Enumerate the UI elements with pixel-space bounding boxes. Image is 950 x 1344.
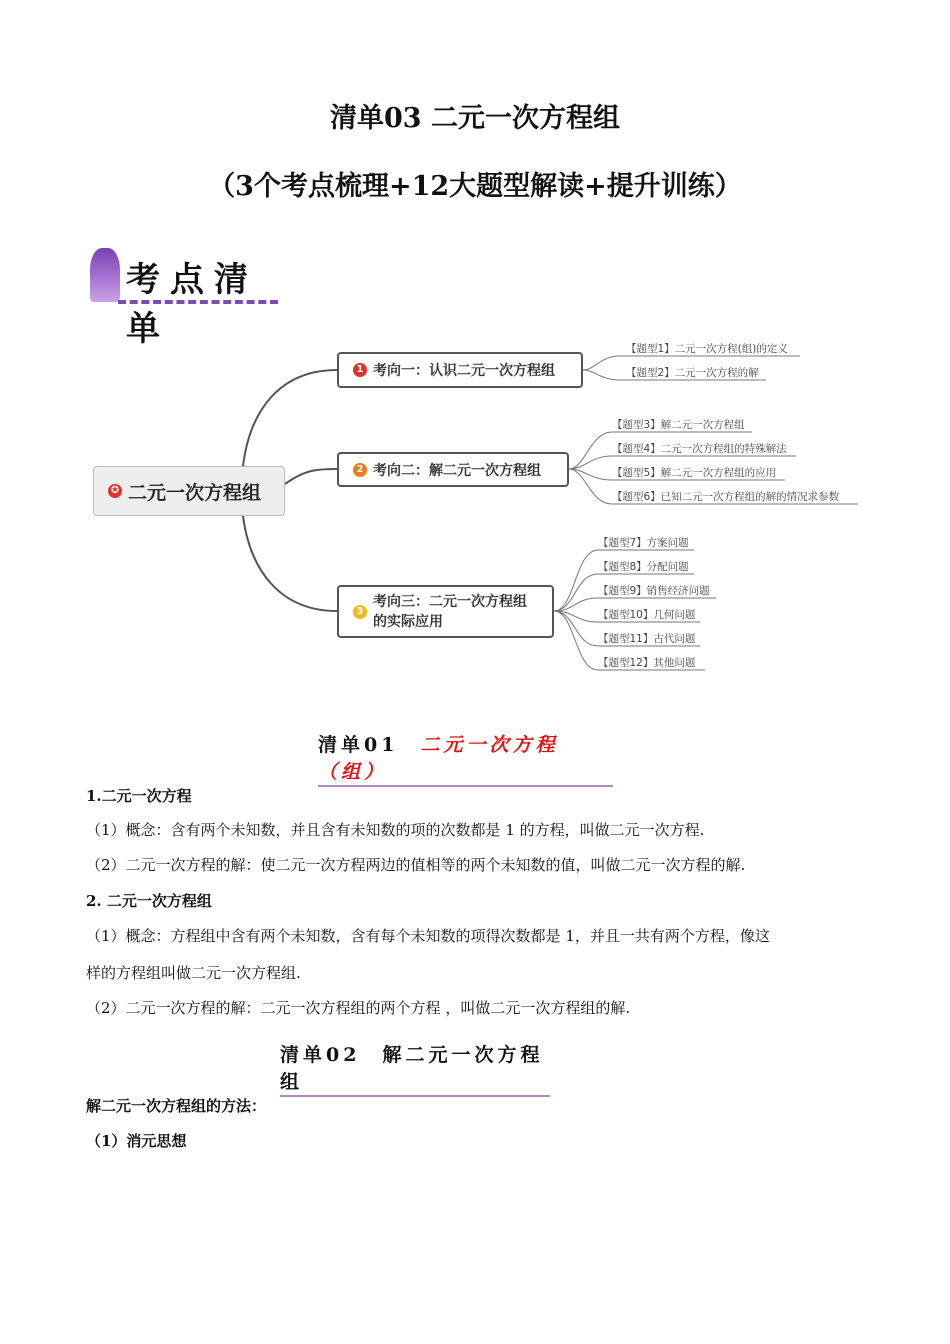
branch-label: 考向一：认识二元一次方程组 bbox=[373, 363, 555, 379]
leaf-item: 【题型7】方案问题 bbox=[598, 537, 689, 549]
branch-node-2 bbox=[337, 452, 569, 487]
leaf-item: 【题型3】解二元一次方程组 bbox=[612, 419, 745, 431]
section-number: 清单01 bbox=[318, 734, 399, 756]
section-title: 二元一次方程（组） bbox=[318, 734, 559, 783]
connector-branch-1 bbox=[243, 370, 337, 466]
leaf-item: 【题型6】已知二元一次方程组的解的情况求参数 bbox=[612, 491, 840, 503]
section-title: 解二元一次方程组 bbox=[280, 1044, 544, 1093]
center-label: 二元一次方程组 bbox=[128, 481, 262, 504]
leaf-item: 【题型2】二元一次方程的解 bbox=[626, 367, 759, 379]
section-heading-2 bbox=[280, 1040, 550, 1097]
paragraph: （1）概念：方程组中含有两个未知数，含有每个未知数的项得次数都是 1，并且一共有两个方程，像这 bbox=[86, 927, 770, 945]
connector-branch-2 bbox=[285, 469, 337, 484]
leaf-item: 【题型11】古代问题 bbox=[598, 633, 696, 645]
paragraph: （2）二元一次方程的解：使二元一次方程两边的值相等的两个未知数的值，叫做二元一次方程的解. bbox=[86, 856, 746, 874]
document-title: 清单03 二元一次方程组 bbox=[330, 103, 620, 134]
number-badge-icon: 3 bbox=[353, 605, 367, 619]
branch-label: 考向三：二元一次方程组 的实际应用 bbox=[373, 593, 527, 630]
leaf-item: 【题型8】分配问题 bbox=[598, 561, 689, 573]
leaf-item: 【题型9】销售经济问题 bbox=[598, 585, 710, 597]
section-heading-1 bbox=[318, 730, 613, 787]
leaf-item: 【题型12】其他问题 bbox=[598, 657, 696, 669]
leaf-item: 【题型4】二元一次方程组的特殊解法 bbox=[612, 443, 787, 455]
leaf-item: 【题型5】解二元一次方程组的应用 bbox=[612, 467, 777, 479]
mindmap-center-node bbox=[93, 466, 285, 516]
intro-text: 解二元一次方程组的方法： bbox=[86, 1097, 267, 1115]
heading-2: 2. 二元一次方程组 bbox=[86, 892, 212, 910]
star-icon: ✪ bbox=[108, 484, 122, 498]
connector-branch-3 bbox=[243, 516, 337, 611]
branch-node-1 bbox=[337, 352, 583, 388]
paragraph: （1）概念：含有两个未知数，并且含有未知数的项的次数都是 1 的方程，叫做二元一次方程. bbox=[86, 821, 705, 839]
paragraph: （2）二元一次方程的解：二元一次方程组的两个方程 ，叫做二元一次方程组的解. bbox=[86, 999, 631, 1017]
branch-node-3 bbox=[337, 585, 554, 638]
section-number: 清单02 bbox=[280, 1044, 361, 1066]
leaf-item: 【题型1】二元一次方程(组)的定义 bbox=[626, 343, 788, 355]
heading-1: 1.二元一次方程 bbox=[86, 787, 192, 805]
subheading: （1）消元思想 bbox=[86, 1132, 187, 1150]
number-badge-icon: 2 bbox=[353, 463, 367, 477]
paragraph: 样的方程组叫做二元一次方程组. bbox=[86, 964, 301, 982]
branch-label: 考向二：解二元一次方程组 bbox=[373, 462, 541, 479]
leaf-item: 【题型10】几何问题 bbox=[598, 609, 696, 621]
document-subtitle: （3个考点梳理+12大题型解读+提升训练） bbox=[208, 171, 742, 202]
logo-text: 考点清单 bbox=[126, 260, 258, 349]
number-badge-icon: 1 bbox=[353, 363, 367, 377]
